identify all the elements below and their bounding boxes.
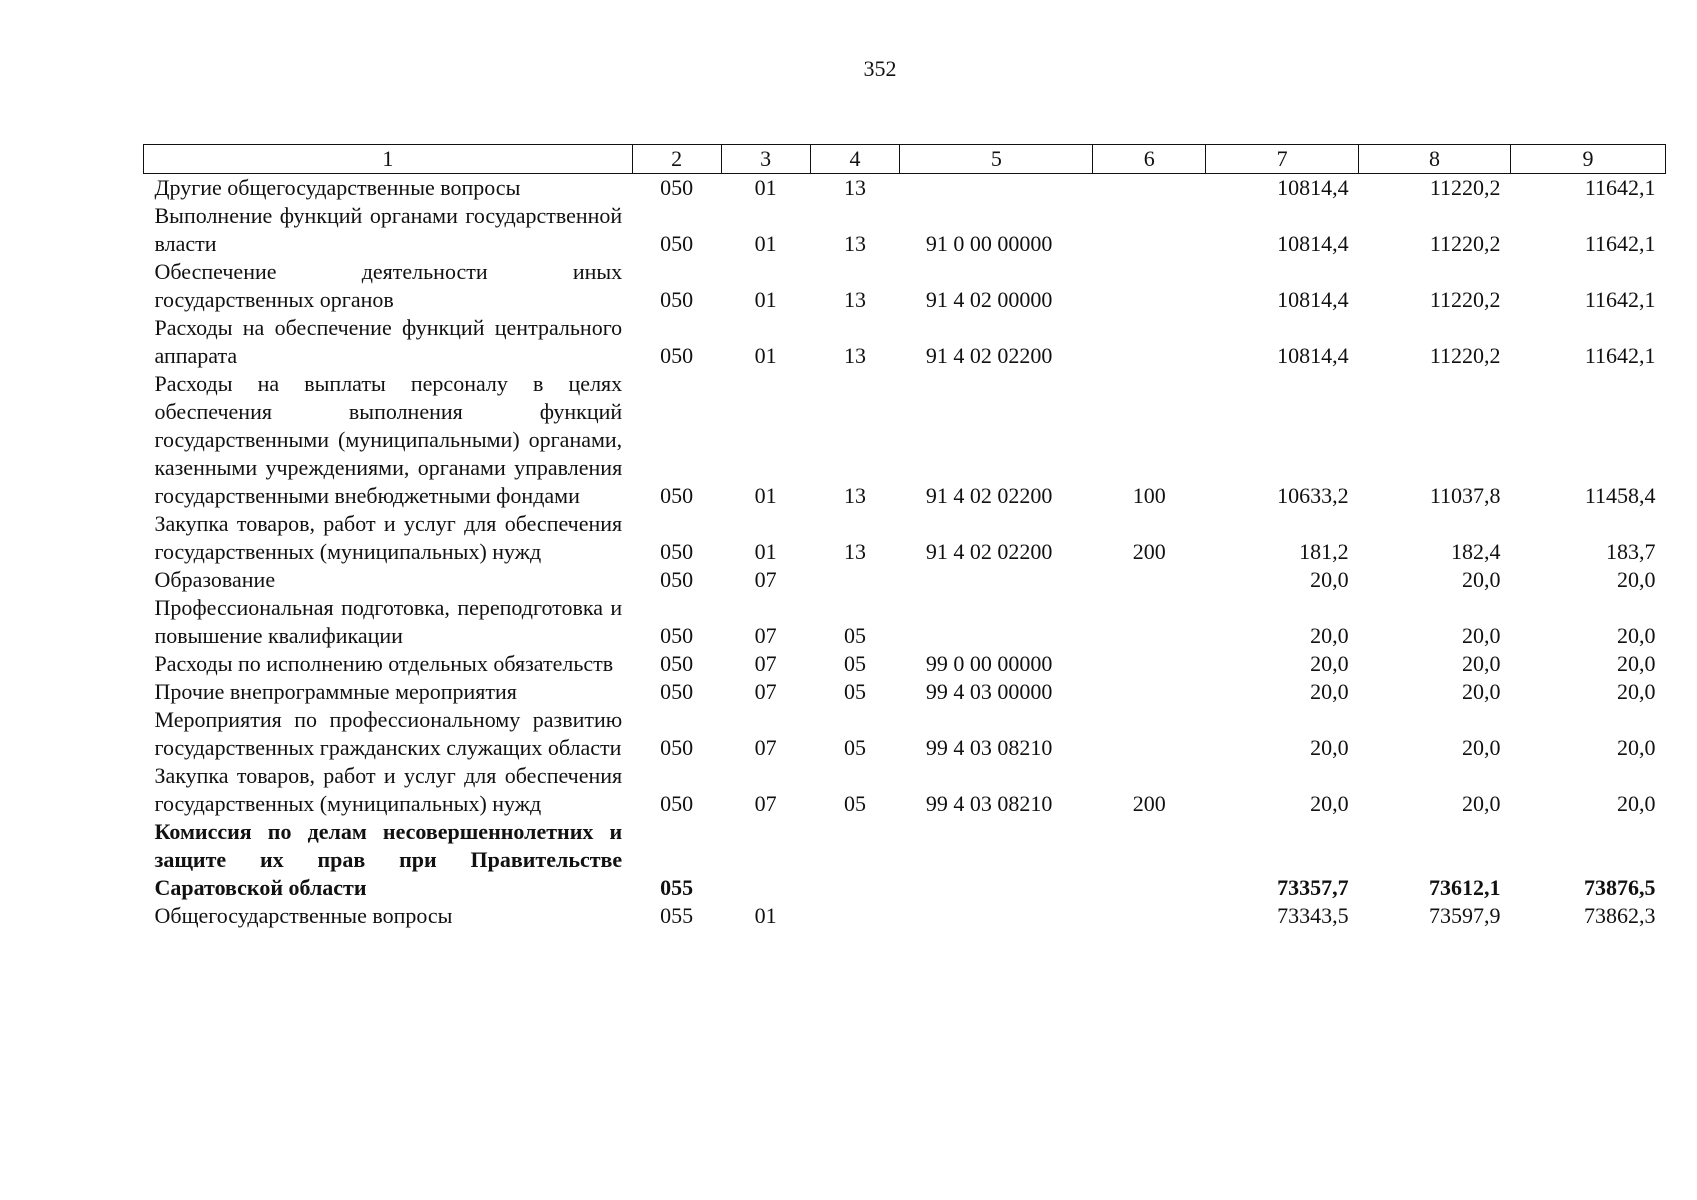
cell-col9: 20,0 (1617, 567, 1656, 592)
table-body (144, 174, 1666, 931)
row-name: Другие общегосударственные вопросы (154, 175, 521, 200)
cell-col2: 050 (660, 735, 694, 760)
cell-col9: 11458,4 (1584, 483, 1656, 508)
cell-col8: 11037,8 (1429, 483, 1501, 508)
cell-col4: 13 (843, 539, 866, 564)
row-name: Мероприятия по профессиональному развитию государственных гражданских служащих области (154, 707, 623, 760)
cell-col9: 73876,5 (1584, 875, 1656, 900)
cell-col7: 20,0 (1310, 567, 1349, 592)
cell-col7: 10633,2 (1277, 483, 1349, 508)
column-header: 3 (721, 145, 810, 174)
row-name: Расходы на обеспечение функций центрального аппарата (154, 315, 623, 368)
cell-col7: 73357,7 (1277, 875, 1349, 900)
cell-col3 (721, 818, 810, 902)
cell-col2: 055 (660, 875, 694, 900)
cell-col8: 73612,1 (1429, 875, 1501, 900)
cell-col4 (810, 818, 900, 902)
cell-col4: 05 (843, 623, 866, 648)
row-name: Выполнение функций органами государственной власти (154, 203, 623, 256)
cell-col4: 05 (843, 735, 866, 760)
cell-col8: 11220,2 (1429, 231, 1501, 256)
cell-col6 (1093, 314, 1206, 370)
column-header: 6 (1093, 145, 1206, 174)
row-name: Образование (154, 567, 276, 592)
table-row (144, 202, 1666, 258)
cell-col2: 050 (660, 651, 694, 676)
cell-col5 (900, 594, 1093, 650)
cell-col2: 050 (660, 287, 694, 312)
cell-col3: 01 (754, 231, 777, 256)
cell-col4: 13 (843, 287, 866, 312)
cell-col5: 91 4 02 02200 (925, 539, 1053, 564)
cell-col4: 05 (843, 651, 866, 676)
row-name: Прочие внепрограммные мероприятия (154, 679, 517, 704)
cell-col3: 01 (754, 483, 777, 508)
cell-col5: 91 4 02 02200 (925, 483, 1053, 508)
cell-col8: 11220,2 (1429, 175, 1501, 200)
cell-col2: 050 (660, 623, 694, 648)
cell-col7: 20,0 (1310, 735, 1349, 760)
cell-col9: 20,0 (1617, 735, 1656, 760)
budget-table (143, 144, 1666, 930)
cell-col2: 050 (660, 679, 694, 704)
table-row (144, 706, 1666, 762)
cell-col5: 99 4 03 08210 (925, 791, 1053, 816)
cell-col5 (900, 174, 1093, 203)
cell-col7: 10814,4 (1277, 231, 1349, 256)
cell-col5: 91 4 02 02200 (925, 343, 1053, 368)
cell-col3: 07 (754, 735, 777, 760)
cell-col4: 05 (843, 679, 866, 704)
cell-col7: 20,0 (1310, 623, 1349, 648)
table-row (144, 678, 1666, 706)
cell-col3: 07 (754, 651, 777, 676)
cell-col3: 01 (754, 343, 777, 368)
cell-col8: 73597,9 (1429, 903, 1501, 928)
cell-col5 (900, 902, 1093, 930)
cell-col3: 07 (754, 679, 777, 704)
cell-col9: 11642,1 (1584, 231, 1656, 256)
cell-col7: 10814,4 (1277, 287, 1349, 312)
cell-col5 (900, 566, 1093, 594)
cell-col8: 182,4 (1451, 539, 1501, 564)
cell-col6 (1093, 566, 1206, 594)
cell-col6 (1093, 678, 1206, 706)
cell-col7: 181,2 (1299, 539, 1349, 564)
cell-col5: 91 0 00 00000 (925, 231, 1053, 256)
column-header: 9 (1511, 145, 1666, 174)
cell-col6 (1093, 902, 1206, 930)
cell-col7: 10814,4 (1277, 343, 1349, 368)
cell-col6 (1093, 650, 1206, 678)
cell-col3: 07 (754, 791, 777, 816)
cell-col7: 73343,5 (1277, 903, 1349, 928)
cell-col9: 20,0 (1617, 623, 1656, 648)
table-row (144, 566, 1666, 594)
cell-col2: 050 (660, 483, 694, 508)
cell-col4: 13 (843, 343, 866, 368)
row-name: Комиссия по делам несовершеннолетних и защите их прав при Правительстве Саратовской области (154, 819, 623, 900)
table-row (144, 762, 1666, 818)
row-name: Профессиональная подготовка, переподготовка и повышение квалификации (154, 595, 623, 648)
cell-col9: 183,7 (1606, 539, 1656, 564)
cell-col8: 20,0 (1462, 735, 1501, 760)
cell-col9: 11642,1 (1584, 175, 1656, 200)
cell-col5: 99 4 03 00000 (925, 679, 1053, 704)
cell-col3: 01 (754, 903, 777, 928)
table-row (144, 902, 1666, 930)
cell-col6: 200 (1132, 539, 1166, 564)
column-header: 2 (632, 145, 721, 174)
cell-col9: 73862,3 (1584, 903, 1656, 928)
cell-col4: 05 (843, 791, 866, 816)
column-header: 1 (144, 145, 633, 174)
cell-col6 (1093, 258, 1206, 314)
cell-col2: 050 (660, 343, 694, 368)
column-header: 5 (900, 145, 1093, 174)
cell-col3: 01 (754, 175, 777, 200)
page-number: 352 (863, 56, 897, 81)
cell-col8: 11220,2 (1429, 343, 1501, 368)
cell-col4: 13 (843, 175, 866, 200)
cell-col3: 07 (754, 567, 777, 592)
cell-col9: 20,0 (1617, 791, 1656, 816)
table-row (144, 510, 1666, 566)
table-row (144, 258, 1666, 314)
cell-col6: 200 (1132, 791, 1166, 816)
cell-col2: 050 (660, 567, 694, 592)
row-name: Обеспечение деятельности иных государственных органов (154, 259, 623, 312)
cell-col2: 050 (660, 175, 694, 200)
cell-col8: 20,0 (1462, 791, 1501, 816)
table-row (144, 370, 1666, 510)
row-name: Закупка товаров, работ и услуг для обеспечения государственных (муниципальных) нужд (154, 763, 623, 816)
cell-col9: 11642,1 (1584, 343, 1656, 368)
row-name: Общегосударственные вопросы (154, 903, 453, 928)
cell-col8: 20,0 (1462, 679, 1501, 704)
cell-col7: 20,0 (1310, 791, 1349, 816)
cell-col6: 100 (1132, 483, 1166, 508)
cell-col5 (900, 818, 1093, 902)
cell-col3: 01 (754, 287, 777, 312)
column-header: 7 (1206, 145, 1359, 174)
cell-col5: 99 4 03 08210 (925, 735, 1053, 760)
cell-col8: 20,0 (1462, 623, 1501, 648)
cell-col2: 050 (660, 231, 694, 256)
table-row (144, 594, 1666, 650)
cell-col8: 11220,2 (1429, 287, 1501, 312)
cell-col2: 055 (660, 903, 694, 928)
cell-col4: 13 (843, 231, 866, 256)
table-row (144, 650, 1666, 678)
cell-col9: 20,0 (1617, 651, 1656, 676)
cell-col6 (1093, 202, 1206, 258)
cell-col6 (1093, 818, 1206, 902)
cell-col5: 99 0 00 00000 (925, 651, 1053, 676)
cell-col5: 91 4 02 00000 (925, 287, 1053, 312)
table-header-row (144, 145, 1666, 174)
table-row (144, 174, 1666, 203)
column-header: 4 (810, 145, 900, 174)
cell-col7: 20,0 (1310, 651, 1349, 676)
cell-col8: 20,0 (1462, 567, 1501, 592)
cell-col3: 07 (754, 623, 777, 648)
table-row (144, 314, 1666, 370)
cell-col9: 20,0 (1617, 679, 1656, 704)
cell-col2: 050 (660, 791, 694, 816)
cell-col7: 10814,4 (1277, 175, 1349, 200)
row-name: Закупка товаров, работ и услуг для обеспечения государственных (муниципальных) нужд (154, 511, 623, 564)
row-name: Расходы на выплаты персоналу в целях обеспечения выполнения функций государственными (муниципальными) органами, казенными учреждениями, органами управления государственными внебюджетными фондами (154, 371, 623, 508)
cell-col3: 01 (754, 539, 777, 564)
cell-col4: 13 (843, 483, 866, 508)
row-name: Расходы по исполнению отдельных обязательств (154, 651, 614, 676)
cell-col4 (810, 902, 900, 930)
cell-col6 (1093, 706, 1206, 762)
cell-col6 (1093, 594, 1206, 650)
cell-col4 (810, 566, 900, 594)
cell-col2: 050 (660, 539, 694, 564)
column-header: 8 (1359, 145, 1511, 174)
cell-col6 (1093, 174, 1206, 203)
table-row (144, 818, 1666, 902)
cell-col7: 20,0 (1310, 679, 1349, 704)
cell-col9: 11642,1 (1584, 287, 1656, 312)
cell-col8: 20,0 (1462, 651, 1501, 676)
